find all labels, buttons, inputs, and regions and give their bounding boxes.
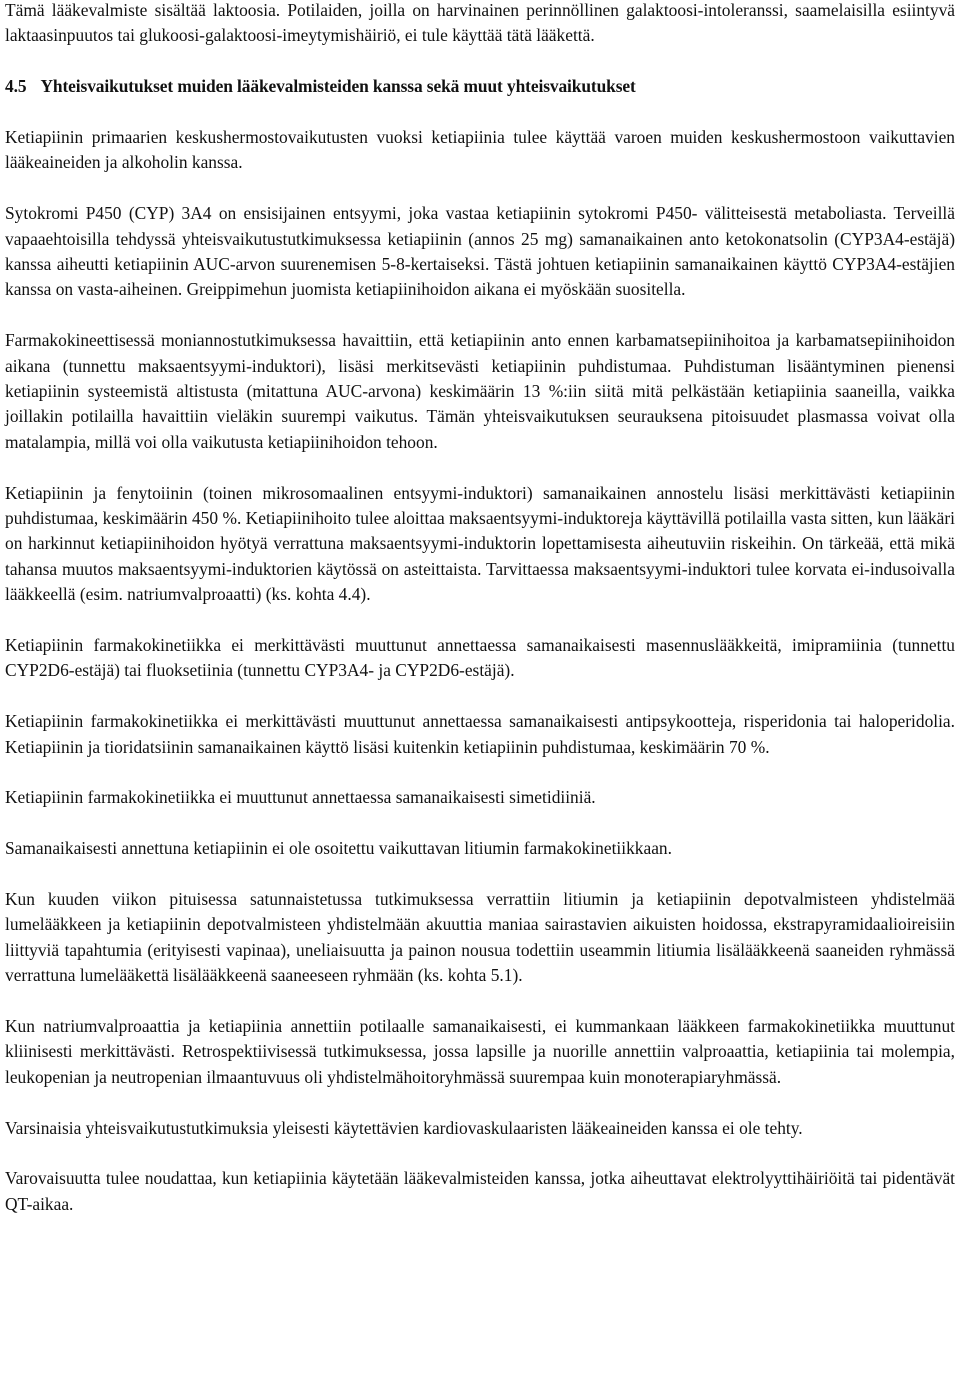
paragraph-lithium-study: Kun kuuden viikon pituisessa satunnaistetussa tutkimuksessa verrattiin litiumin ja ketiapiinin depotvalmisteen yhdistelmää lumelääkkeen ja ketiapiinin depotvalmisteen yhdistelmään akuuttia maniaa sairastavien aikuisten hoidossa, ekstrapyramidaalioireisiin liittyviä tapahtumia (erityisesti vapinaa), uneliaisuutta ja painon nousua todettiin useammin litiumia lisälääkkeenä saaneiden ryhmässä verrattuna lumelääkettä lisälääkkeenä saaneeseen ryhmään (ks. kohta 5.1). — [5, 889, 955, 986]
section-number: 4.5 — [5, 76, 27, 97]
paragraph-cyp3a4: Sytokromi P450 (CYP) 3A4 on ensisijainen entsyymi, joka vastaa ketiapiinin sytokromi P450- välitteisestä metaboliasta. Terveillä vapaaehtoisilla tehdyssä yhteisvaikutustutkimuksessa ketiapiinin (annos 25 mg) samanaikainen anto ketokonatsolin (CYP3A4-estäjä) kanssa aiheutti ketiapiinin AUC-arvon suurenemisen 5-8-kertaiseksi. Tästä johtuen ketiapiinin samanaikainen käyttö CYP3A4-estäjien kanssa on vasta-aiheinen. Greippimehun juomista ketiapiinihoidon aikana ei myöskään suositella. — [5, 203, 955, 300]
paragraph-antipsychotics: Ketiapiinin farmakokinetiikka ei merkittävästi muuttunut annettaessa samanaikaisesti antipsykootteja, risperidonia tai haloperidolia. Ketiapiinin ja tioridatsiinin samanaikainen käyttö lisäsi kuitenkin ketiapiinin puhdistumaa, keskimäärin 70 %. — [5, 711, 955, 757]
paragraph-valproate: Kun natriumvalproaattia ja ketiapiinia annettiin potilaalle samanaikaisesti, ei kummankaan lääkkeen farmakokinetiikka muuttunut kliinisesti merkittävästi. Retrospektiivisessä tutkimuksessa, jossa lapsille ja nuorille annettiin valproaattia, ketiapiinia tai molempia, leukopenian ja neutropenian ilmaantuvuus oli yhdistelmähoitoryhmässä suurempaa kuin monoterapiaryhmässä. — [5, 1016, 955, 1087]
paragraph-qt-caution: Varovaisuutta tulee noudattaa, kun ketiapiinia käytetään lääkevalmisteiden kanssa, jotka aiheuttavat elektrolyyttihäiriöitä tai pidentävät QT-aikaa. — [5, 1168, 955, 1214]
paragraph-antidepressants: Ketiapiinin farmakokinetiikka ei merkittävästi muuttunut annettaessa samanaikaisesti masennuslääkkeitä, imipramiinia (tunnettu CYP2D6-estäjä) tai fluoksetiinia (tunnettu CYP3A4- ja CYP2D6-estäjä). — [5, 635, 955, 681]
intro-paragraph: Tämä lääkevalmiste sisältää laktoosia. Potilaiden, joilla on harvinainen perinnöllinen galaktoosi-intoleranssi, saamelaisilla esiintyvä laktaasinpuutos tai glukoosi-galaktoosi-imeytymishäiriö, ei tule käyttää tätä lääkettä. — [5, 0, 955, 46]
paragraph-phenytoin: Ketiapiinin ja fenytoiinin (toinen mikrosomaalinen entsyymi-induktori) samanaikainen annostelu lisäsi merkittävästi ketiapiinin puhdistumaa, keskimäärin 450 %. Ketiapiinihoito tulee aloittaa maksaentsyymi-induktoreja käyttävillä potilailla vasta sitten, kun lääkäri on harkinnut ketiapiinihoidon hyötyä verrattuna maksaentsyymi-induktorin lopettamisesta aiheutuviin riskeihin. On tärkeää, että mikä tahansa muutos maksaentsyymi-induktorien käytössä on asteittaista. Tarvittaessa maksaentsyymi-induktori tulee korvata ei-indusoivalla lääkkeellä (esim. natriumvalproaatti) (ks. kohta 4.4). — [5, 482, 955, 605]
paragraph-carbamazepine: Farmakokineettisessä moniannostutkimuksessa havaittiin, että ketiapiinin anto ennen karbamatsepiinihoitoa ja karbamatsepiinihoidon aikana (tunnettu maksaentsyymi-induktori), lisäsi merkitsevästi ketiapiinin puhdistumaa. Puhdistuman lisääntyminen pienensi ketiapiinin systeemistä altistusta (mitattuna AUC-arvona) keskimäärin 13 %:iin siitä mitä pelkästään ketiapiinia saaneilla, vaikka joillakin potilailla havaittiin vieläkin suurempi vaikutus. Tämän yhteisvaikutuksen seurauksena pitoisuudet plasmassa voivat olla matalampia, millä voi olla vaikutusta ketiapiinihoidon tehoon. — [5, 330, 955, 452]
document-page — [5, 0, 955, 1243]
paragraph-lithium-pk: Samanaikaisesti annettuna ketiapiinin ei ole osoitettu vaikuttavan litiumin farmakokinetiikkaan. — [5, 838, 672, 859]
paragraph-cimetidine: Ketiapiinin farmakokinetiikka ei muuttunut annettaessa samanaikaisesti simetidiiniä. — [5, 787, 596, 808]
paragraph-cardiovascular: Varsinaisia yhteisvaikutustutkimuksia yleisesti käytettävien kardiovaskulaaristen lääkeaineiden kanssa ei ole tehty. — [5, 1117, 803, 1138]
section-heading — [5, 74, 955, 99]
paragraph-cns-effects: Ketiapiinin primaarien keskushermostovaikutusten vuoksi ketiapiinia tulee käyttää varoen muiden keskushermostoon vaikuttavien lääkeaineiden ja alkoholin kanssa. — [5, 127, 955, 173]
section-title: Yhteisvaikutukset muiden lääkevalmisteiden kanssa sekä muut yhteisvaikutukset — [40, 76, 636, 97]
